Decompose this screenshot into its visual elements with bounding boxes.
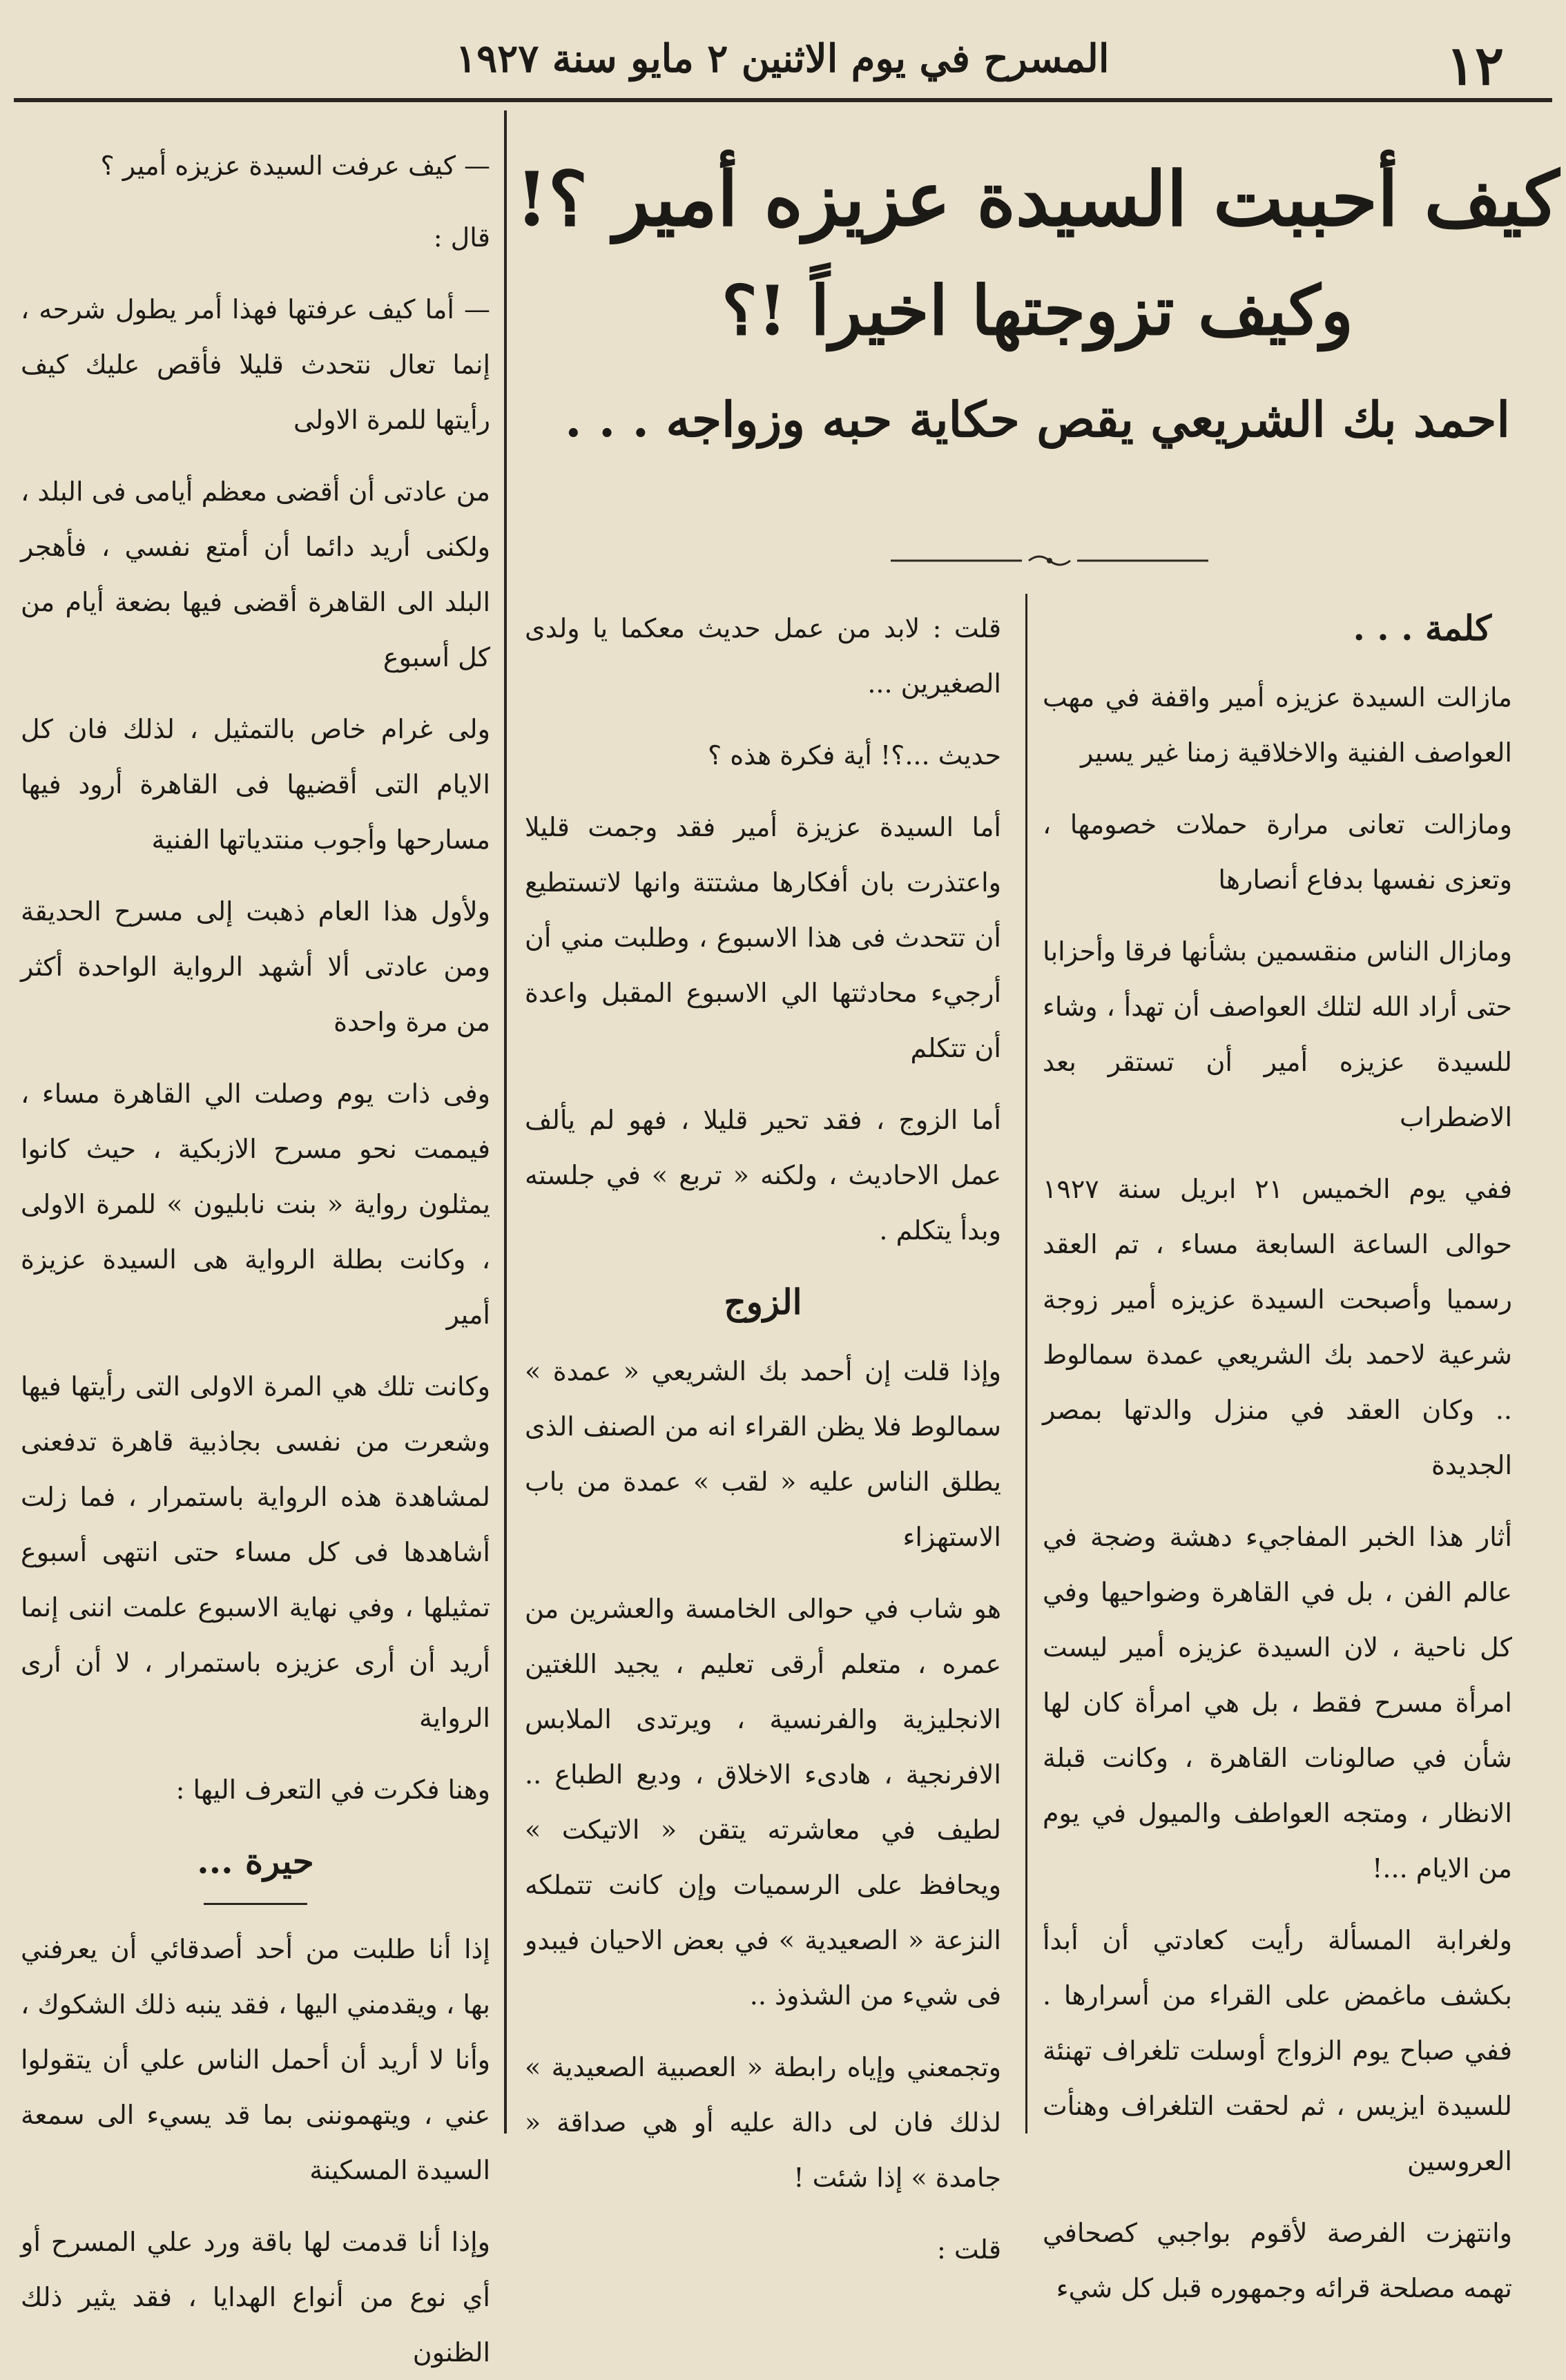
column-left bbox=[21, 138, 490, 2368]
paragraph: ومازالت تعانى مرارة حملات خصومها ، وتعزى نفسها بدفاع أنصارها bbox=[1043, 809, 1512, 895]
paragraph: وإذا قلت إن أحمد بك الشريعي « عمدة » سمالوط فلا يظن القراء انه من الصنف الذى يطلق الناس عليه « لقب » عمدة من باب الاستهزاء bbox=[525, 1356, 1001, 1552]
subheading-rule bbox=[204, 1903, 307, 1905]
paragraph: ومازال الناس منقسمين بشأنها فرقا وأحزابا حتى أراد الله لتلك العواصف أن تهدأ ، وشاء للسيدة عزيزه أمير أن تستقر بعد الاضطراب bbox=[1043, 936, 1512, 1132]
paragraph: أما الزوج ، فقد تحير قليلا ، فهو لم يألف عمل الاحاديث ، ولكنه « تربع » في جلسته وبدأ يتكلم . bbox=[525, 1105, 1001, 1246]
section-heading-husband: الزوج bbox=[724, 1281, 802, 1322]
paragraph: من عادتى أن أقضى معظم أيامى فى البلد ، ولكنى أريد دائما أن أمتع نفسي ، فأهجر البلد الى القاهرة أقضى فيها بضعة أيام من كل أسبوع bbox=[21, 476, 490, 673]
paragraph: أما السيدة عزيزة أمير فقد وجمت قليلا واعتذرت بان أفكارها مشتتة وانها لاتستطيع أن تتحدث فى هذا الاسبوع ، وطلبت مني أن أرجيء محادثتها الي الاسبوع المقبل واعدة أن تتكلم bbox=[525, 812, 1001, 1063]
masthead bbox=[0, 0, 1566, 104]
paragraph: ففي يوم الخميس ٢١ ابريل سنة ١٩٢٧ حوالى الساعة السابعة مساء ، تم العقد رسميا وأصبحت السيدة عزيزه أمير زوجة شرعية لاحمد بك الشريعي عمدة سمالوط .. وكان العقد في منزل والدتها بمصر الجديدة bbox=[1043, 1174, 1512, 1480]
column-right bbox=[1043, 601, 1512, 2303]
paragraph: وتجمعني وإياه رابطة « العصبية الصعيدية » لذلك فان لى دالة عليه أو هي صداقة « جامدة » إذا شئت ! bbox=[525, 2052, 1001, 2193]
paragraph: قلت : bbox=[937, 2234, 1001, 2265]
headline-secondary: وكيف تزوجتها اخيراً !؟ bbox=[722, 271, 1353, 351]
paragraph: — أما كيف عرفتها فهذا أمر يطول شرحه ، إنما تعال نتحدث قليلا فأقص عليك كيف رأيتها للمرة الاولى bbox=[21, 294, 490, 435]
paragraph: وإذا أنا قدمت لها باقة ورد علي المسرح أو أي نوع من أنواع الهدايا ، فقد يثير ذلك الظنون bbox=[21, 2227, 490, 2368]
paragraph: قال : bbox=[433, 222, 490, 253]
column-divider-left bbox=[504, 110, 507, 2134]
paragraph: ولى غرام خاص بالتمثيل ، لذلك فان كل الايام التى أقضيها فى القاهرة أرود فيها مسارحها وأجوب منتدياتها الفنية bbox=[21, 714, 490, 855]
section-heading-kalima: كلمة . . . bbox=[1353, 608, 1491, 648]
column-divider-right bbox=[1025, 594, 1027, 2134]
paragraph: ولأول هذا العام ذهبت إلى مسرح الحديقة ومن عادتى ألا أشهد الرواية الواحدة أكثر من مرة واحدة bbox=[21, 896, 490, 1037]
paragraph: قلت : لابد من عمل حديث معكما يا ولدى الصغيرين ... bbox=[525, 613, 1001, 699]
paragraph: — كيف عرفت السيدة عزيزه أمير ؟ bbox=[100, 151, 490, 181]
section-heading-confusion: حيرة ... bbox=[197, 1841, 314, 1881]
column-middle bbox=[525, 601, 1001, 2265]
paragraph: حديث ...؟! أية فكرة هذه ؟ bbox=[708, 740, 1001, 771]
paragraph: ولغرابة المسألة رأيت كعادتي أن أبدأ بكشف ماغمض على القراء من أسرارها . ففي صباح يوم الزواج أوسلت تلغراف تهنئة للسيدة ايزيس ، ثم لحقت التلغراف وهنأت العروسين bbox=[1043, 1925, 1512, 2176]
paragraph: وفى ذات يوم وصلت الي القاهرة مساء ، فيممت نحو مسرح الازبكية ، حيث كانوا يمثلون رواية « بنت نابليون » للمرة الاولى ، وكانت بطلة الرواية هى السيدة عزيزة أمير bbox=[21, 1078, 490, 1330]
paragraph: وانتهزت الفرصة لأقوم بواجبي كصحافي تهمه مصلحة قرائه وجمهوره قبل كل شيء bbox=[1043, 2218, 1512, 2303]
paragraph: وهنا فكرت في التعرف اليها : bbox=[175, 1774, 490, 1805]
masthead-rule bbox=[14, 98, 1552, 102]
headline-main: كيف أحببت السيدة عزيزه أمير ؟! bbox=[515, 156, 1560, 243]
headline-tertiary: احمد بك الشريعي يقص حكاية حبه وزواجه . . . bbox=[565, 390, 1510, 448]
paragraph: إذا أنا طلبت من أحد أصدقائي أن يعرفني بها ، ويقدمني اليها ، فقد ينبه ذلك الشكوك ، وأنا لا أريد أن أحمل الناس علي أن يتقولوا عني ، ويتهموننى بما قد يسيء الى سمعة السيدة المسكينة bbox=[21, 1934, 490, 2185]
ornament-divider bbox=[891, 552, 1208, 569]
headline-block bbox=[514, 138, 1560, 580]
page-number: ١٢ bbox=[1446, 35, 1504, 97]
paragraph: وكانت تلك هي المرة الاولى التى رأيتها فيها وشعرت من نفسى بجاذبية قاهرة تدفعنى لمشاهدة هذه الرواية باستمرار ، فما زلت أشاهدها فى كل مساء حتى انتهى أسبوع تمثيلها ، وفي نهاية الاسبوع علمت اننى إنما أريد أن أرى عزيزه باستمرار ، لا أن أرى الرواية bbox=[21, 1371, 490, 1733]
dateline: المسرح في يوم الاثنين ٢ مايو سنة ١٩٢٧ bbox=[456, 36, 1110, 81]
paragraph: مازالت السيدة عزيزه أمير واقفة في مهب العواصف الفنية والاخلاقية زمنا غير يسير bbox=[1043, 682, 1512, 768]
paragraph: هو شاب في حوالى الخامسة والعشرين من عمره ، متعلم أرقى تعليم ، يجيد اللغتين الانجليزية والفرنسية ، ويرتدى الملابس الافرنجية ، هادىء الاخلاق ، وديع الطباع .. لطيف في معاشرته يتقن « الاتيكت » ويحافظ على الرسميات وإن كانت تتملكه النزعة « الصعيدية » في بعض الاحيان فيبدو فى شيء من الشذوذ .. bbox=[525, 1594, 1001, 2011]
paragraph: أثار هذا الخبر المفاجيء دهشة وضجة في عالم الفن ، بل في القاهرة وضواحيها وفي كل ناحية ، لان السيدة عزيزه أمير ليست امرأة مسرح فقط ، بل هي امرأة كان لها شأن في صالونات القاهرة ، وكانت قبلة الانظار ، ومتجه العواطف والميول في يوم من الايام ...! bbox=[1043, 1522, 1512, 1884]
